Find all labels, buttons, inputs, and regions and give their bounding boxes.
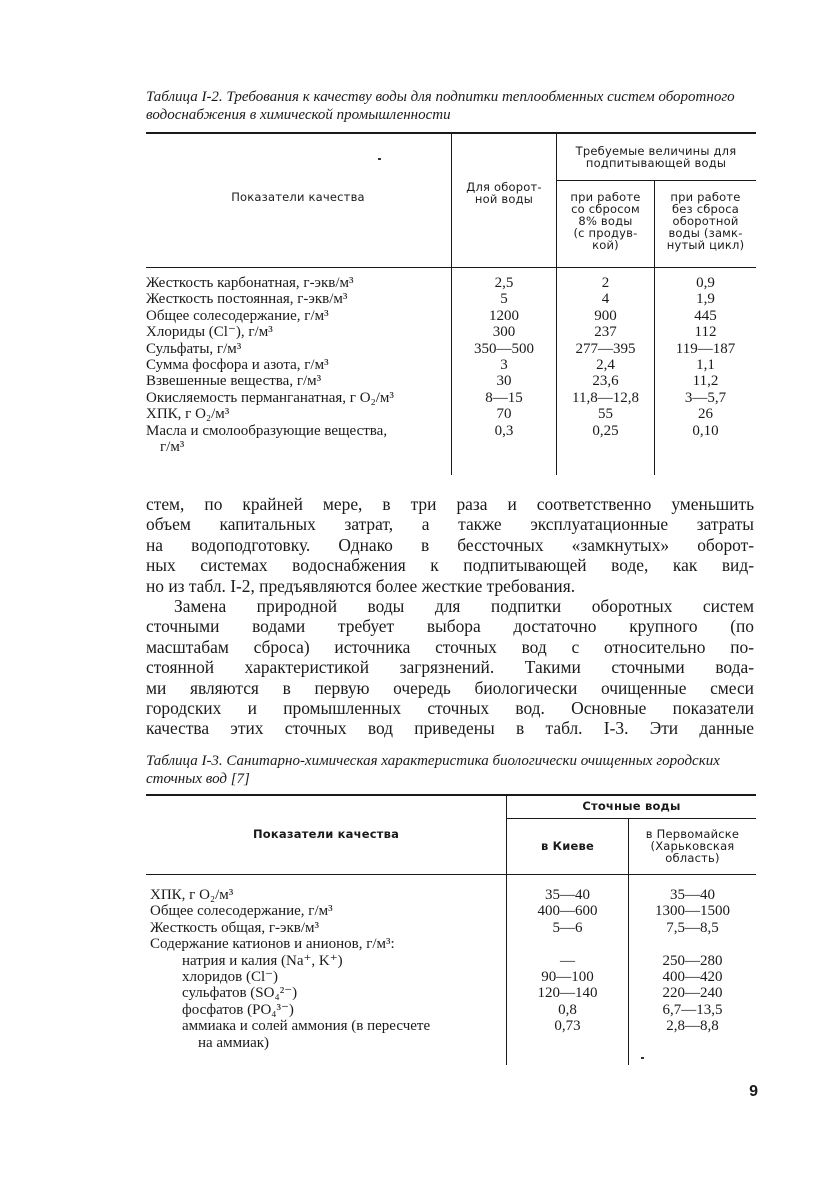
table1-cell: 30	[496, 373, 512, 390]
page-number: 9	[749, 1083, 758, 1100]
table2-cell: 400—420	[662, 969, 723, 986]
body-text	[146, 494, 754, 739]
table1-cell: 445	[694, 307, 717, 324]
table1-cell: 11,8—12,8	[572, 389, 639, 406]
table2-cell: 2,8—8,8	[666, 1018, 719, 1035]
table1-cell: 119—187	[675, 340, 736, 357]
table1-row-label: Сульфаты, г/м³	[146, 340, 242, 357]
table2-row-label: Жесткость общая, г-экв/м³	[150, 919, 319, 936]
table2-cell: 120—140	[537, 985, 598, 1002]
table2-row-label: аммиака и солей аммония (в пересчете	[182, 1018, 431, 1035]
table1-cell: 70	[496, 406, 512, 423]
table1-cell: 0,9	[696, 275, 715, 291]
table2-header-indicator: Показатели качества	[252, 827, 400, 841]
table1-cell: 11,2	[692, 373, 719, 390]
table1-header-without-discharge: при работе без сброса оборотной воды (замк- нутый цикл)	[666, 190, 745, 252]
table2-cell: 400—600	[537, 903, 598, 920]
table1-row-label: Жесткость карбонатная, г-экв/м³	[146, 275, 354, 291]
table1-cell: 8—15	[485, 389, 523, 406]
text-line: объем капитальных затрат, а также эксплуатационные затраты	[146, 514, 754, 535]
table2-header-wastewater: Сточные воды	[582, 799, 681, 813]
table1-row-label: ХПК, г O₂/м³	[146, 406, 230, 423]
table1-row-label: Сумма фосфора и азота, г/м³	[146, 357, 329, 374]
text-line: качества этих сточных вод приведены в табл. I-3. Эти данные	[146, 718, 754, 739]
table1-cell: 23,6	[592, 373, 619, 390]
table1-cell: 3	[500, 357, 508, 374]
table2-header-rule	[146, 874, 756, 875]
table1-cell: 277—395	[575, 340, 636, 357]
text-line: стем, по крайней мере, в три раза и соответственно уменьшить	[146, 494, 754, 514]
table2-row-label: на аммиак)	[198, 1034, 270, 1051]
text-line: но из табл. I-2, предъявляются более жесткие требования.	[146, 575, 576, 596]
table2-col-pervomaisk	[629, 887, 756, 1035]
table1-cell: 300	[492, 324, 516, 341]
table2-col-kiev	[507, 887, 628, 1035]
table1-cell: 0,25	[592, 422, 619, 439]
table1-labels	[146, 275, 450, 455]
table1-col-without-discharge	[655, 275, 756, 439]
table1-row-label: г/м³	[160, 439, 185, 456]
table2-header-pervomaisk: в Первомайске (Харьковская область)	[645, 827, 740, 865]
table2-cell: 5—6	[552, 919, 583, 936]
text-line: ми являются в первую очередь биологически очищенные смеси	[146, 677, 754, 698]
table1-row-label: Взвешенные вещества, г/м³	[146, 373, 322, 390]
table1-row-label: Окисляемость перманганатная, г O₂/м³	[146, 389, 394, 406]
table2-row-label: Общее солесодержание, г/м³	[150, 903, 333, 920]
table2-cell: 0,73	[554, 1018, 581, 1035]
text-line: сточными водами требует выбора достаточно крупного (по	[146, 616, 754, 637]
table1-header-indicator: Показатели качества	[231, 190, 365, 204]
table2-row-label: хлоридов (Cl⁻)	[182, 969, 279, 986]
table1-cell: 0,3	[494, 422, 514, 439]
table2-cell	[629, 936, 756, 952]
text-line: городских и промышленных сточных вод. Основные показатели	[146, 698, 754, 719]
table1-cell: 1,9	[696, 291, 715, 308]
text-line: масштабам сброса) источника сточных вод с относительно по-	[146, 636, 754, 657]
table1-cell: 0,10	[692, 422, 719, 439]
text-line: стоянной характеристикой загрязнений. Такими сточными вода-	[146, 657, 754, 678]
table1-cell: 237	[594, 324, 617, 341]
table2-cell: 0,8	[558, 1001, 577, 1018]
table2-cell	[507, 936, 628, 952]
table1-col-circulating	[452, 275, 556, 439]
table2-header-kiev: в Киеве	[540, 839, 594, 853]
table2-cell: 6,7—13,5	[662, 1001, 723, 1018]
table2-row-label: ХПК, г O₂/м³	[150, 887, 234, 903]
table2-subheader-rule	[506, 818, 756, 819]
text-line: ных системах водоснабжения к подпитывающей воде, как вид-	[146, 555, 754, 576]
table1-cell: 112	[694, 324, 717, 341]
table2-cell: 35—40	[545, 887, 590, 903]
table1-subheader-rule	[556, 180, 756, 181]
table2-cell: 90—100	[541, 969, 594, 986]
table2-row-label: Содержание катионов и анионов, г/м³:	[150, 936, 395, 953]
table2-labels	[150, 887, 506, 1051]
table1-cell: 900	[594, 307, 617, 324]
table1-cell: 2,4	[596, 357, 615, 374]
text-line: Замена природной воды для подпитки оборотных систем	[174, 596, 754, 617]
text-line: на водоподготовку. Однако в бессточных «замкнутых» оборот-	[146, 534, 754, 555]
table1-cell: 55	[598, 406, 613, 423]
table1-header-with-discharge: при работе со сбросом 8% воды (с продув- кой)	[570, 190, 641, 252]
table2-cell: 1300—1500	[655, 903, 730, 920]
table1-row-label: Жесткость постоянная, г-экв/м³	[146, 291, 348, 308]
table1-cell: 2,5	[494, 275, 514, 291]
table1-row-label: Хлориды (Cl⁻), г/м³	[146, 324, 273, 341]
table2-cell: 7,5—8,5	[666, 919, 719, 936]
table2-cell: 35—40	[670, 887, 715, 903]
table2-cell: —	[560, 952, 575, 969]
table2-row-label: сульфатов (SO₄²⁻)	[182, 985, 298, 1002]
table2-cell: 220—240	[662, 985, 723, 1002]
scan-speck	[641, 1057, 644, 1059]
table2-cell: 250—280	[662, 952, 723, 969]
table1-cell: 350—500	[474, 340, 534, 357]
table1-header-required: Требуемые величины для подпитывающей воды	[575, 144, 737, 170]
table1-header-circulating: Для оборот- ной воды	[466, 180, 542, 206]
table1-cell: 1200	[489, 307, 519, 324]
table1-cell: 26	[698, 406, 713, 423]
table2-row-label: натрия и калия (Na⁺, K⁺)	[182, 952, 343, 969]
table2-top-rule	[146, 794, 756, 796]
table1-row-label: Масла и смолообразующие вещества,	[146, 422, 388, 439]
table1-caption: Таблица I-2. Требования к качеству воды для подпитки теплообменных систем оборотного водоснабжения в химической промышленности	[146, 89, 735, 123]
table2-row-label: фосфатов (PO₄³⁻)	[182, 1001, 294, 1018]
table2-caption: Таблица I-3. Санитарно-химическая характеристика биологически очищенных городских сточных вод [7]	[146, 753, 720, 787]
table1-cell: 1,1	[696, 357, 715, 374]
table1-col-with-discharge	[557, 275, 654, 439]
table1-cell: 2	[601, 275, 610, 291]
table1-cell: 5	[500, 291, 508, 308]
table1-cell: 4	[601, 291, 610, 308]
table1-cell: 3—5,7	[684, 389, 727, 406]
table1-row-label: Общее солесодержание, г/м³	[146, 307, 329, 324]
scan-speck	[378, 158, 381, 160]
